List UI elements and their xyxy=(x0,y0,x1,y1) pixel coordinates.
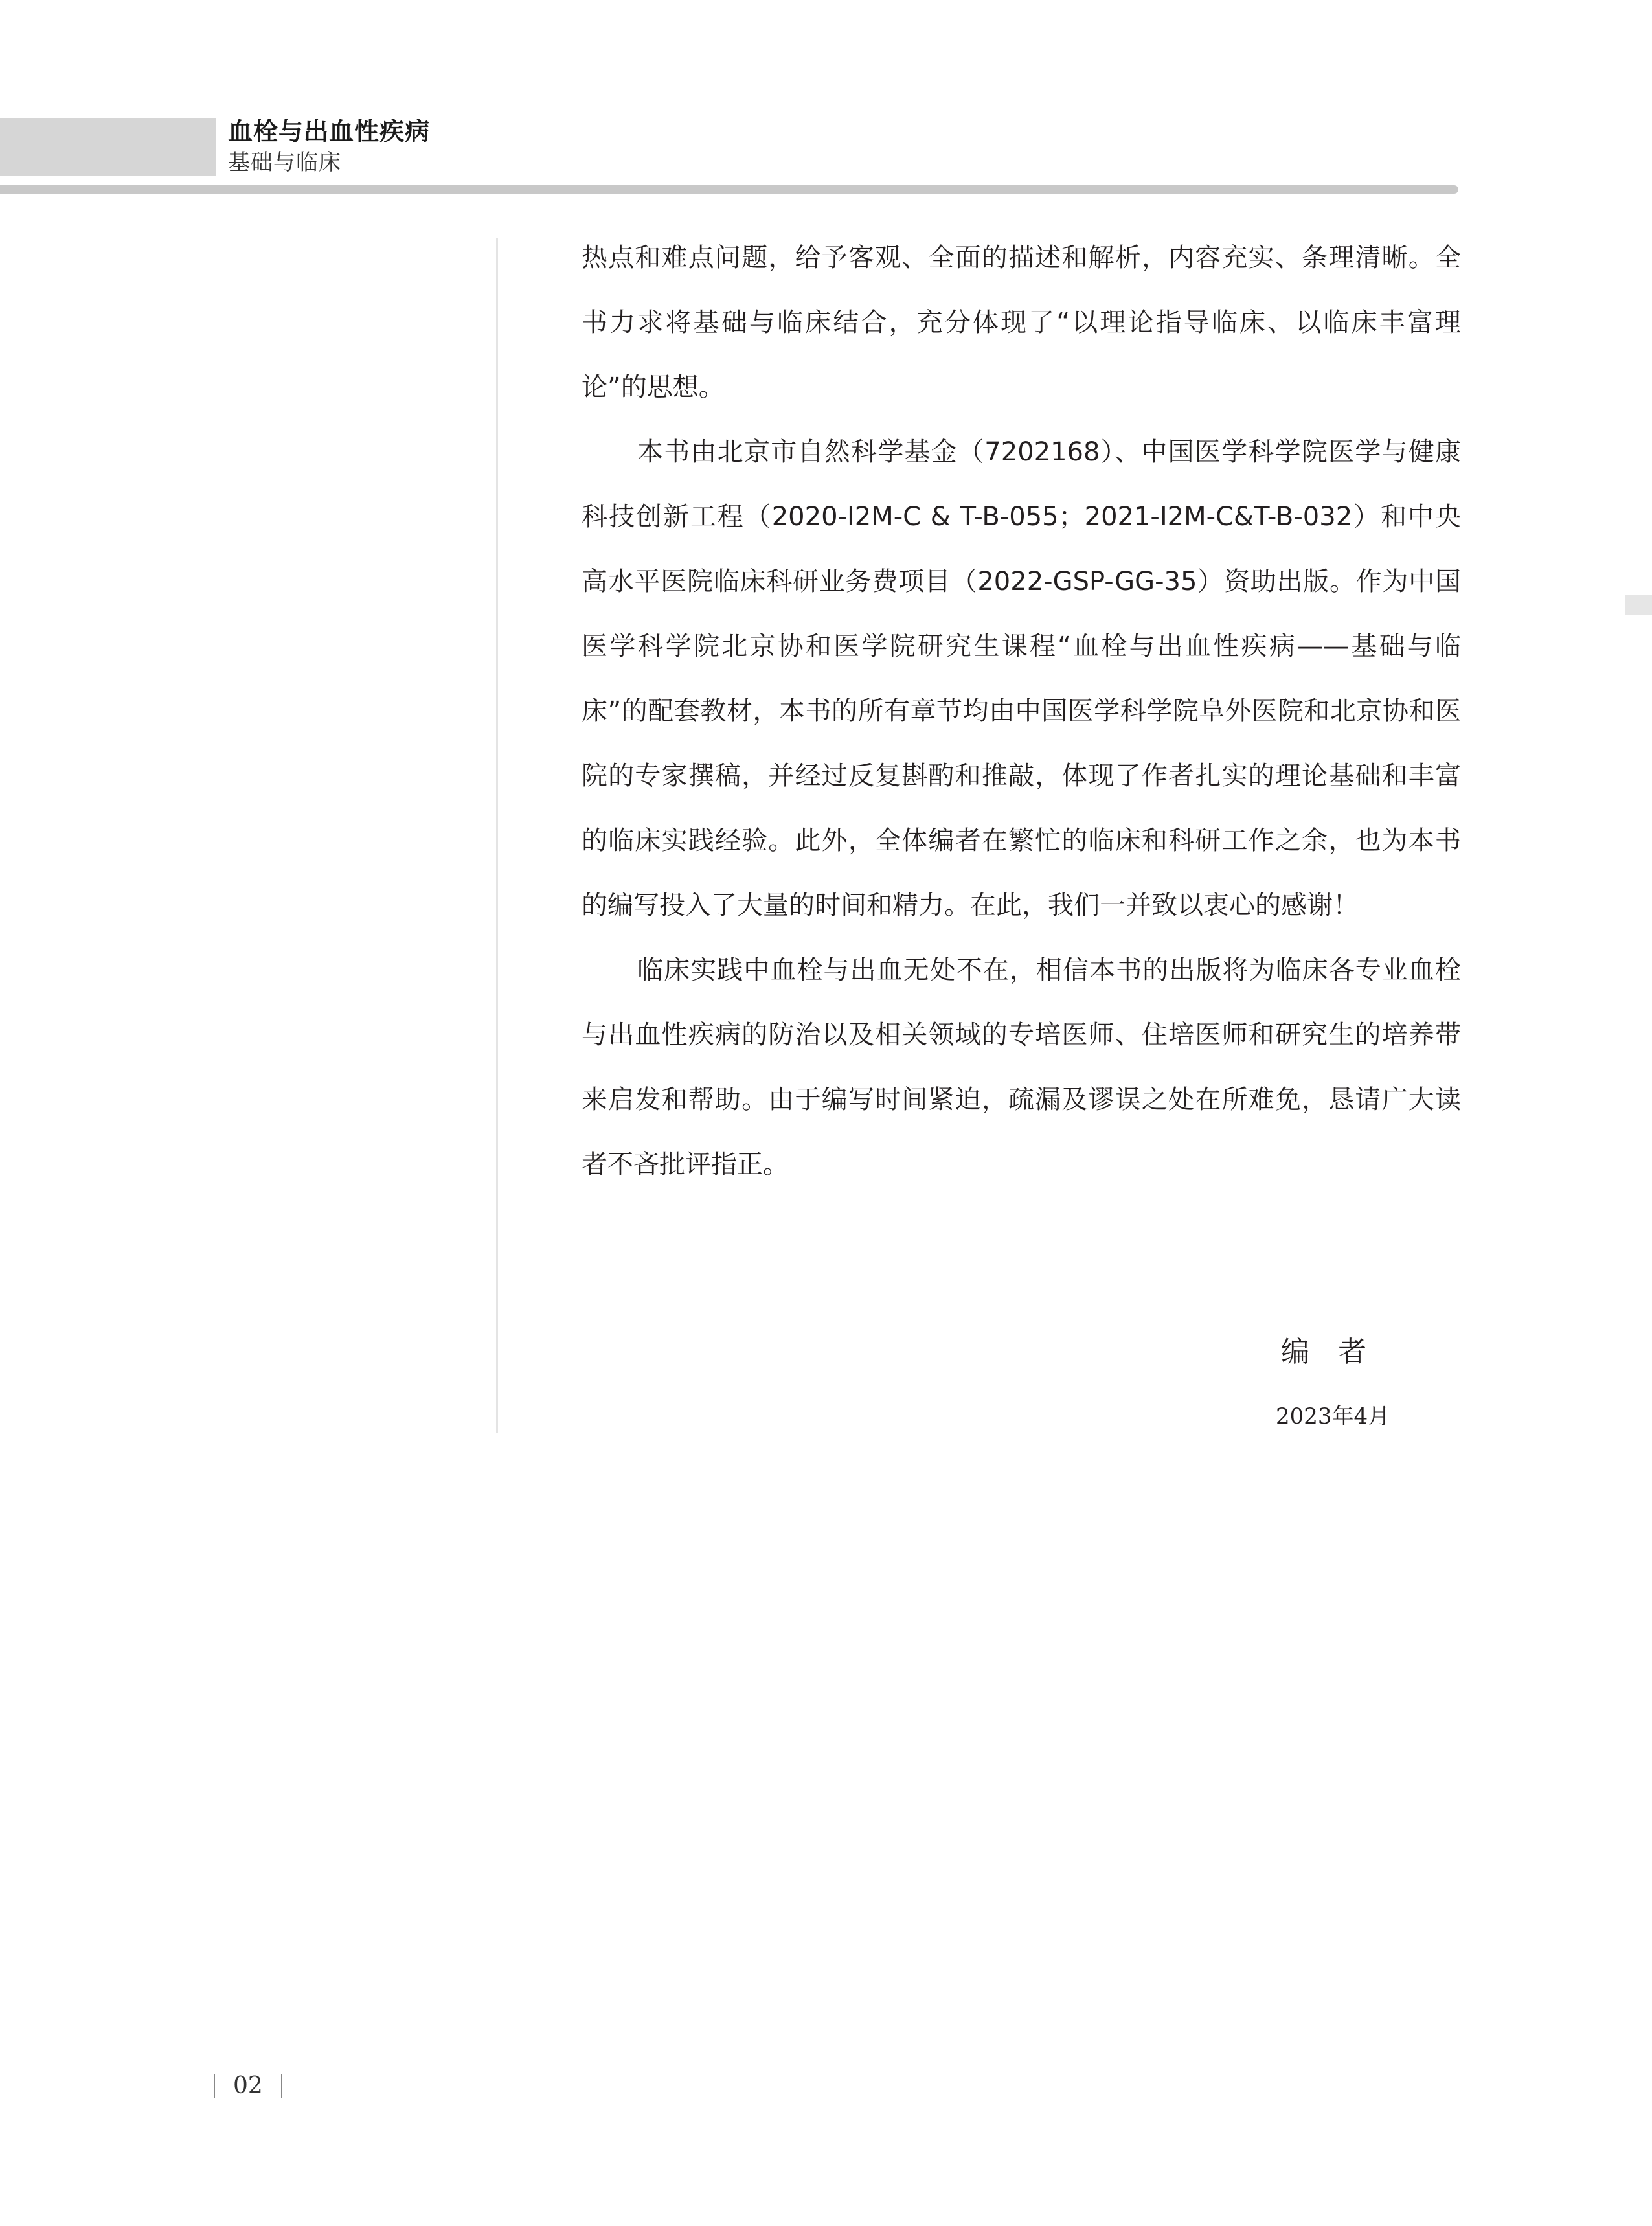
paragraph-closing: 临床实践中血栓与出血无处不在，相信本书的出版将为临床各专业血栓与出血性疾病的防治以及相关领域的专培医师、住培医师和研究生的培养带来启发和帮助。由于编写时间紧迫，疏漏及谬误之处在所难免，恳请广大读者不吝批评指正。 xyxy=(582,955,1461,1179)
preface-body xyxy=(582,225,1461,1197)
footer-left-bar xyxy=(214,2074,215,2098)
column-divider xyxy=(496,238,498,1433)
running-header-subtitle: 基础与临床 xyxy=(228,150,341,176)
side-marker xyxy=(1625,595,1652,615)
preface-signature: 编 者 xyxy=(1281,1335,1366,1369)
paragraph-funding: 本书由北京市自然科学基金（7202168）、中国医学科学院医学与健康科技创新工程（2020-I2M-C & T-B-055；2021-I2M-C&T-B-032）和中央高水平医院临床科研业务费项目（2022-GSP-GG-35）资助出版。作为中国医学科学院北京协和医学院研究生课程“血栓与出血性疾病——基础与临床”的配套教材，本书的所有章节均由中国医学科学院阜外医院和北京协和医院的专家撰稿，并经过反复斟酌和推敲，体现了作者扎实的理论基础和丰富的临床实践经验。此外，全体编者在繁忙的临床和科研工作之余，也为本书的编写投入了大量的时间和精力。在此，我们一并致以衷心的感谢！ xyxy=(582,437,1461,920)
preface-date: 2023年4月 xyxy=(1276,1403,1390,1429)
header-rule xyxy=(0,185,1458,194)
page-number: 02 xyxy=(233,2073,263,2099)
running-header-title: 血栓与出血性疾病 xyxy=(228,117,431,146)
footer-right-bar xyxy=(281,2074,282,2098)
header-band xyxy=(0,118,216,176)
page-footer xyxy=(214,2070,282,2102)
paragraph-continued: 热点和难点问题，给予客观、全面的描述和解析，内容充实、条理清晰。全书力求将基础与临床结合，充分体现了“以理论指导临床、以临床丰富理论”的思想。 xyxy=(582,243,1461,402)
